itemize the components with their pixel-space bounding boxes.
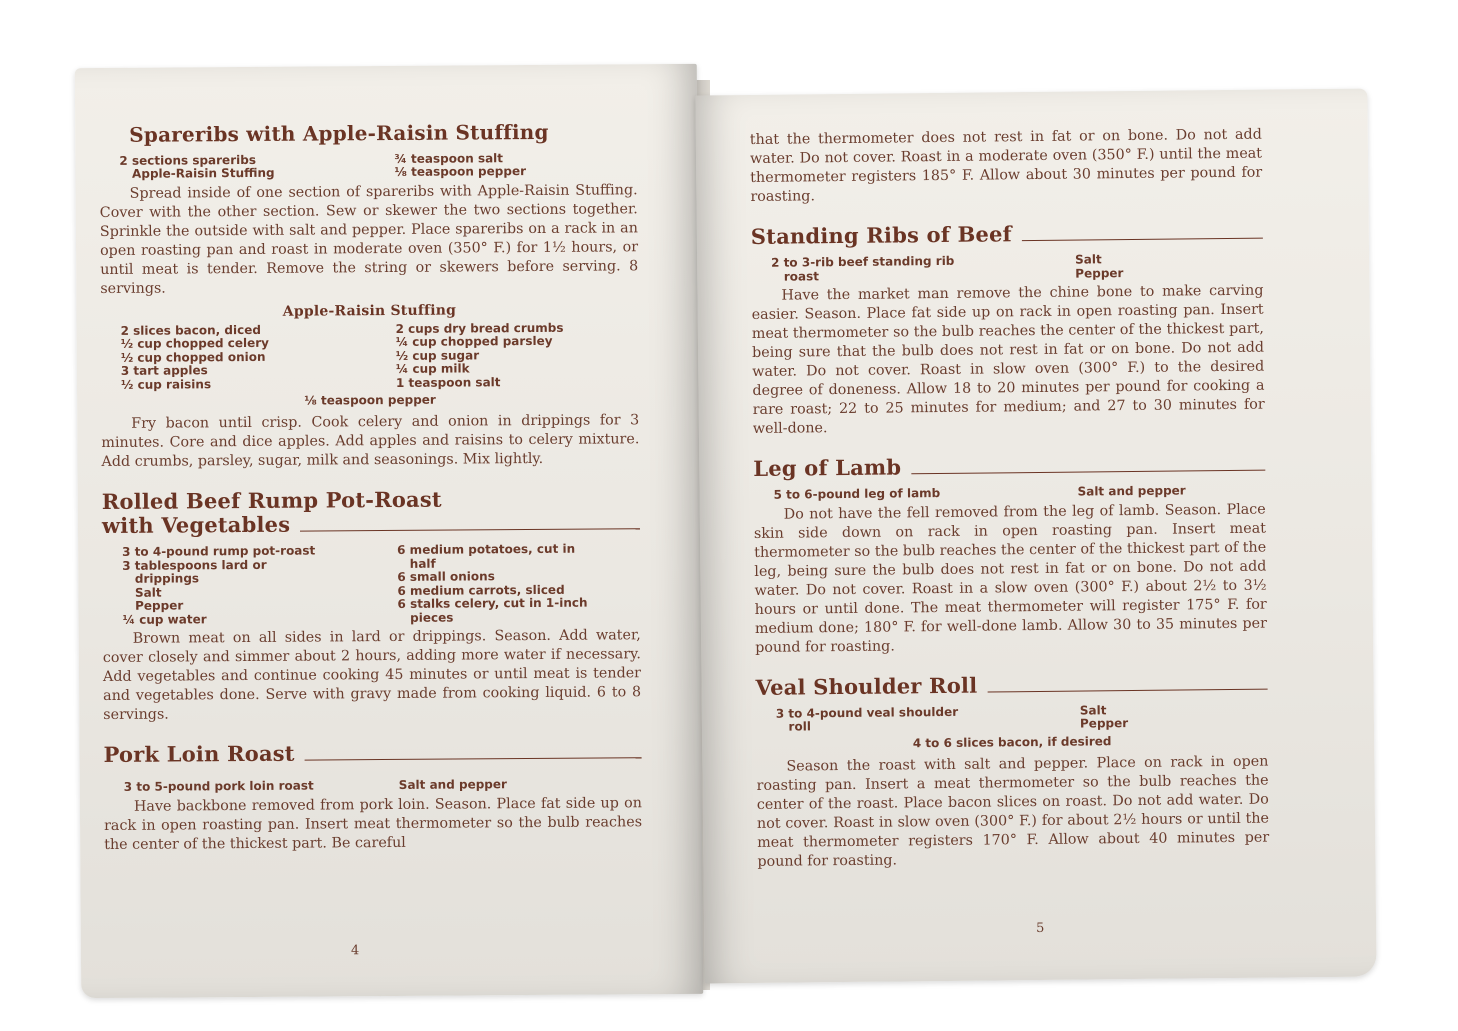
page-number: 4 [350,943,360,959]
ingredient-list [104,777,642,794]
ingredient: ¾ teaspoon salt [394,151,504,166]
title-rule [305,757,642,760]
ingredient-list [101,321,639,392]
ingredient: Salt [1079,703,1107,718]
ingredient: Apple-Raisin Stuffing [119,166,275,182]
ingredient: 2 to 3-rib beef standing rib [771,253,955,270]
recipe-title [751,220,1263,250]
recipe-spareribs [99,120,639,472]
ingredient-centered: ⅛ teaspoon pepper [304,392,436,408]
recipe-directions: Have backbone removed from pork loin. Season. Place fat side up on rack in open roasting pan. Insert meat thermometer so the bulb reaches the center of the thickest part. Be careful [103,794,643,853]
recipe-directions: Have the market man remove the chine bone to make carving easier. Season. Place fat side up on rack in open roasting pan. Insert meat thermometer so the bulb reaches the center of the thickest part, being sure that the bulb does not rest in fat or on bone. Do not add water. Do not cover. Roast in slow oven (300° F.) to the desired degree of doneness. Allow 18 to 20 minutes per pound for cooking a rare roast; 22 to 25 minutes for medium; and 27 to 30 minutes for well-done. [751,282,1265,437]
ingredient: ½ cup sugar [395,348,480,363]
recipe-pork-loin-continued [750,126,1263,207]
ingredient-centered: 4 to 6 slices bacon, if desired [912,733,1112,750]
left-page-column [99,120,642,872]
ingredient: 6 medium potatoes, cut in [397,542,576,558]
recipe-pot-roast [102,486,642,725]
recipe-title [102,486,640,538]
title-rule [300,529,640,532]
subrecipe-title-text: Apple-Raisin Stuffing [282,302,457,320]
ingredient-list [756,702,1268,734]
recipe-title [753,452,1265,482]
ingredient-list [753,484,1265,503]
ingredient: Pepper [1079,716,1129,731]
recipe-directions: Do not have the fell removed from the leg of lamb. Season. Place skin side down on rack in open roasting pan. Insert meat thermometer so the bulb reaches the center of the thickest part of the leg, being sure the bulb does not rest in fat or on bone. Do not add water. Do not cover. Roast in a slow oven (300° F.) about 2½ to 3½ hours or until done. The meat thermometer will register 175° F. for medium done; 180° F. for well-done lamb. Allow 30 to 35 minutes per pound for roasting. [753,501,1268,656]
ingredient-column-right [378,321,639,390]
ingredient: ½ cup chopped celery [120,336,270,352]
ingredient-column-right [381,777,642,792]
recipe-directions-continued: that the thermometer does not rest in fat or on bone. Do not add water. Do not cover. Roast in a moderate oven (350° F.) until the meat thermometer registers 185° F. Allow about 30 minutes per pound for roasting. [749,126,1263,205]
ingredient: 2 sections spareribs [119,152,256,168]
page-number: 5 [1036,920,1045,937]
recipe-directions: Brown meat on all sides in lard or drippings. Season. Add water, cover closely and simmer about 2 hours, adding more water if necessary. Add vegetables and continue cooking 45 minutes or until meat is tender and vegetables done. Serve with gravy made from cooking liquid. 6 to 8 servings. [102,627,642,724]
ingredient: ¼ cup water [122,611,207,627]
ingredient: 3 to 4-pound rump pot-roast [122,543,316,560]
ingredient: 1 teaspoon salt [395,374,501,390]
title-rule [987,688,1267,692]
ingredient: pieces [397,610,454,625]
ingredient: roll [775,719,811,734]
ingredient-column-right [1015,252,1263,281]
ingredient: 5 to 6-pound leg of lamb [773,486,941,502]
ingredient: drippings [122,571,200,587]
ingredient: ⅛ teaspoon pepper [394,164,527,180]
recipe-title [755,670,1267,700]
ingredient: Pepper [1075,265,1124,281]
ingredient: 3 tablespoons lard or [122,557,267,573]
ingredient: roast [771,268,820,284]
recipe-title-text: Veal Shoulder Roll [755,672,978,700]
ingredient-column-right [379,543,641,625]
ingredient: ¼ cup chopped parsley [395,334,553,350]
ingredient: Salt [122,585,162,600]
recipe-title [99,120,637,147]
ingredient-column-left [99,153,360,182]
recipe-title [103,739,641,767]
ingredient: Salt and pepper [1077,483,1186,499]
ingredient: half [397,556,436,571]
ingredient-column-left [756,705,1004,734]
ingredient-list [102,543,641,627]
ingredient: 3 tart apples [120,363,208,379]
recipe-title-text: Pork Loin Roast [103,740,295,768]
ingredient: Salt [1075,252,1102,267]
ingredient: 6 small onions [397,569,495,585]
ingredient-column-right [376,151,637,180]
ingredient-column-left [753,487,1001,503]
ingredient: ½ cup raisins [120,376,212,392]
recipe-standing-ribs [751,220,1265,439]
ingredient: ¼ cup milk [395,361,470,377]
ingredient-column-left [102,545,364,627]
ingredient: 2 slices bacon, diced [120,322,261,338]
recipe-pork-loin [103,739,642,854]
right-page-column [750,126,1270,890]
recipe-directions: Season the roast with salt and pepper. Place on rack in open roasting pan. Insert a meat thermometer so the bulb reaches the center of the roast. Place bacon slices on roast. Do not add water. Do not cover. Roast in slow oven (300° F.) for about 2½ hours or until the meat thermometer registers 170° F. Allow about 40 minutes per pound for roasting. [756,753,1270,870]
ingredient-column-left [751,255,999,284]
recipe-directions: Fry bacon until crisp. Cook celery and onion in drippings for 3 minutes. Core and dice apples. Add apples and raisins to celery mixture. Add crumbs, parsley, sugar, milk and seasonings. Mix lightly. [101,412,640,471]
right-page [695,89,1376,984]
ingredient-list [751,252,1263,284]
recipe-title-line-1: Rolled Beef Rump Pot-Roast [101,486,442,515]
title-rule [1022,238,1263,242]
ingredient-column-right [1017,484,1265,500]
recipe-veal-shoulder-roll [755,670,1269,871]
title-rule [911,470,1265,475]
recipe-title-text: Standing Ribs of Beef [750,221,1012,249]
ingredient: 6 stalks celery, cut in 1-inch [397,595,588,612]
ingredient-column-left [104,779,365,794]
ingredient: Pepper [122,598,184,614]
ingredient: ½ cup chopped onion [120,349,266,365]
ingredient: 2 cups dry bread crumbs [395,320,564,336]
recipe-title-line-2-text: with Vegetables [101,511,291,539]
ingredient: Salt and pepper [398,777,507,793]
ingredient-list [99,151,637,182]
ingredient: 3 to 5-pound pork loin roast [123,778,314,795]
ingredient-column-left [101,323,362,392]
subrecipe-title [100,301,638,321]
recipe-leg-of-lamb [753,452,1267,658]
left-page [75,64,703,998]
recipe-title-line-2 [102,511,640,539]
ingredient: 6 medium carrots, sliced [397,582,565,598]
ingredient-column-right [1020,702,1268,731]
recipe-title-text: Leg of Lamb [753,454,902,481]
ingredient: 3 to 4-pound veal shoulder [775,704,959,721]
recipe-title-text: Spareribs with Apple-Raisin Stuffing [129,119,549,147]
recipe-directions: Spread inside of one section of spareribs with Apple-Raisin Stuffing. Cover with the other section. Sew or skewer the two sections together. Sprinkle the outside with salt and pepper. Place spareribs on a rack in an open roasting pan and roast in moderate oven (350° F.) for 1½ hours, or until meat is tender. Remove the string or skewers before serving. 8 servings. [99,182,639,297]
